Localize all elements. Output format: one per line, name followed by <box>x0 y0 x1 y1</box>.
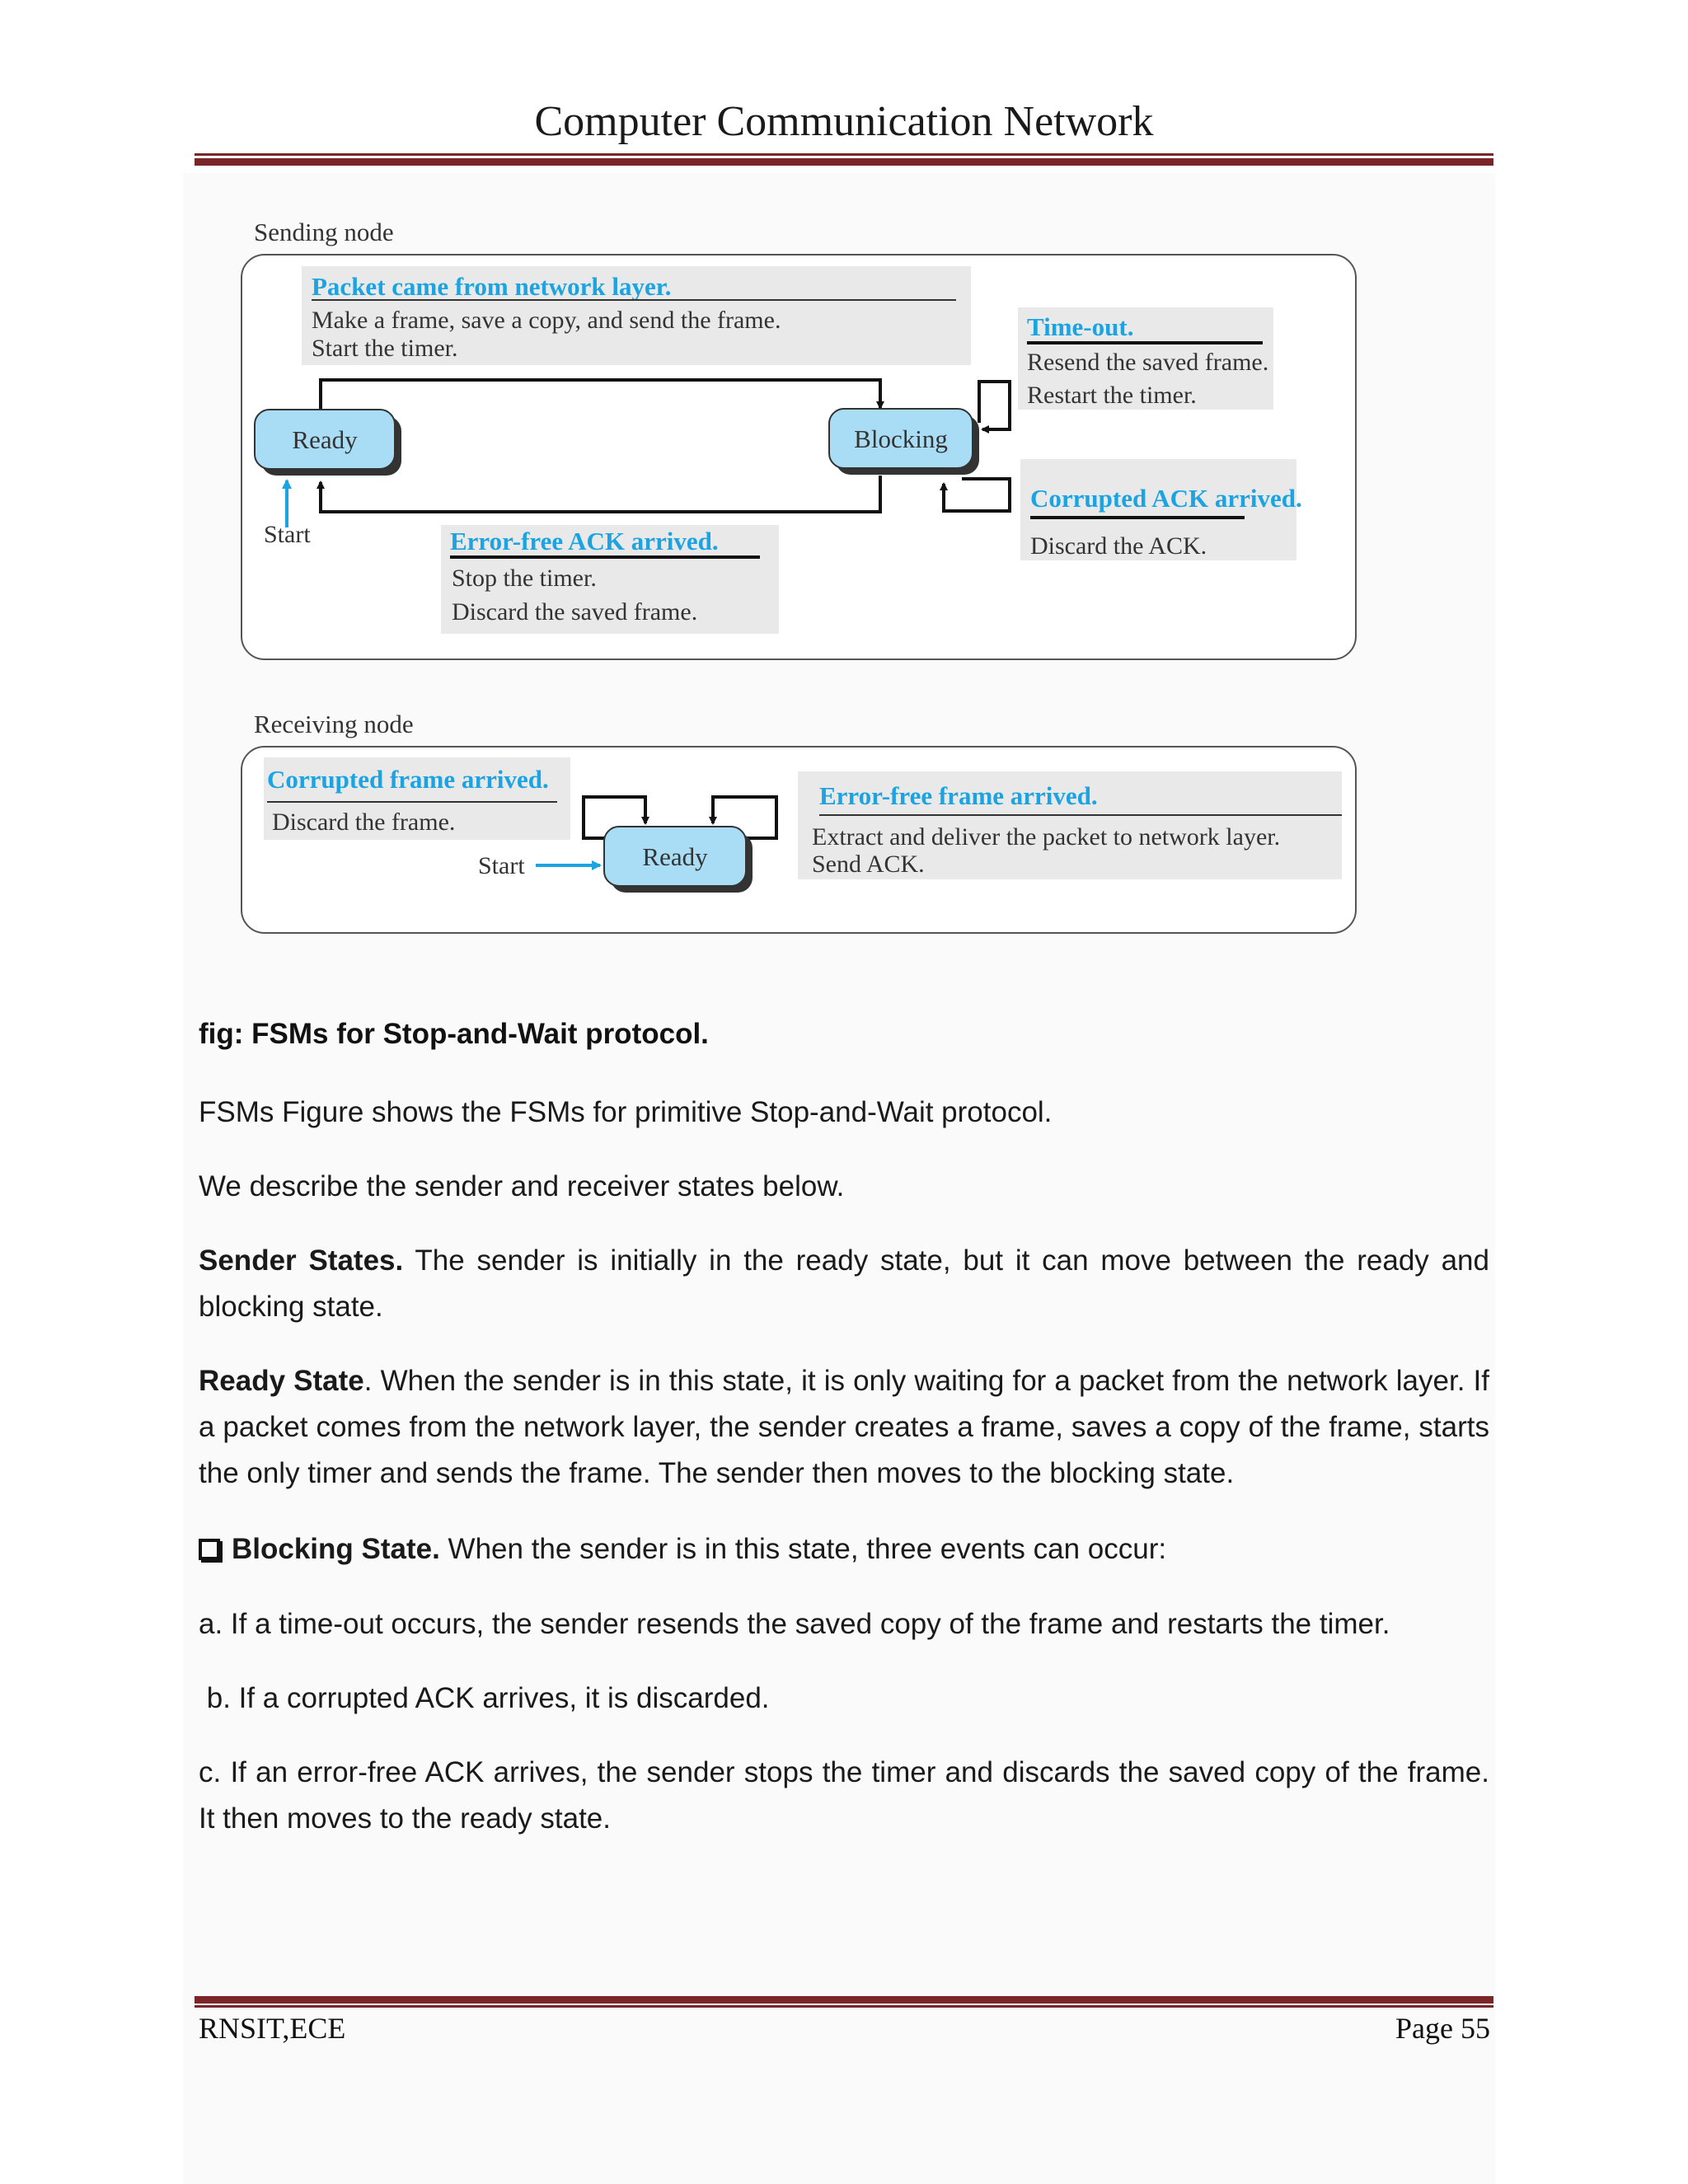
corrupted-ack-event-line1: Discard the ACK. <box>1030 532 1207 560</box>
footer-institution: RNSIT,ECE <box>199 2012 346 2045</box>
errorfree-frame-event-title: Error-free frame arrived. <box>819 781 1098 810</box>
ready-state-heading: Ready State <box>199 1365 364 1397</box>
ready-state-text: . When the sender is in this state, it is only waiting for a packet from the network layer. If a packet comes from the network layer, the sender creates a frame, saves a copy of the frame, starts the only timer and sends the frame. The sender then moves to the blocking state. <box>199 1365 1489 1489</box>
header-rule-thick <box>195 158 1493 166</box>
errorfree-frame-event-line1: Extract and deliver the packet to network layer. <box>812 823 1281 851</box>
paragraph-1: FSMs Figure shows the FSMs for primitive Stop-and-Wait protocol. <box>199 1096 1053 1128</box>
errorfree-ack-event-line1: Stop the timer. <box>452 565 597 592</box>
errorfree-ack-event-line2: Discard the saved frame. <box>452 598 698 626</box>
paragraph-ready-state <box>199 1358 1489 1497</box>
paragraph-blocking-state <box>199 1526 1489 1572</box>
sender-states-text: The sender is initially in the ready state, but it can move between the ready and blocking state. <box>199 1244 1489 1323</box>
fsm-diagram <box>231 210 1385 952</box>
packet-event-title: Packet came from network layer. <box>312 272 672 301</box>
corrupted-frame-event-line1: Discard the frame. <box>272 808 456 836</box>
checkbox-bullet-icon <box>199 1539 220 1560</box>
footer-rule-thick <box>195 1996 1493 2004</box>
footer-page-number: Page 55 <box>1395 2012 1490 2045</box>
paragraph-2: We describe the sender and receiver states below. <box>199 1170 845 1202</box>
blocking-state-label: Blocking <box>854 424 948 453</box>
header-title: Computer Communication Network <box>534 98 1154 145</box>
list-item-a: a. If a time-out occurs, the sender resends the saved copy of the frame and restarts the timer. <box>199 1608 1390 1640</box>
footer-rule-thin <box>195 2005 1493 2008</box>
timeout-event-line1: Resend the saved frame. <box>1027 349 1269 376</box>
packet-event-line2: Start the timer. <box>312 335 458 362</box>
blocking-state-heading: Blocking State. <box>232 1533 440 1565</box>
timeout-event-title: Time-out. <box>1027 312 1134 341</box>
header-rule-thin <box>195 153 1493 156</box>
receiver-ready-state-label: Ready <box>642 842 708 871</box>
ready-state-label: Ready <box>292 425 358 454</box>
blocking-state-text: When the sender is in this state, three events can occur: <box>439 1533 1167 1565</box>
list-item-b: b. If a corrupted ACK arrives, it is discarded. <box>199 1682 770 1714</box>
errorfree-frame-event-line2: Send ACK. <box>812 851 925 878</box>
timeout-event-line2: Restart the timer. <box>1027 382 1197 409</box>
errorfree-ack-event-title: Error-free ACK arrived. <box>450 527 719 555</box>
fsm-figure <box>231 210 1385 952</box>
corrupted-frame-event-title: Corrupted frame arrived. <box>267 765 549 794</box>
receiver-start-label: Start <box>478 852 525 879</box>
list-item-c: c. If an error-free ACK arrives, the sender stops the timer and discards the saved copy of the frame. It then moves to the ready state. <box>199 1756 1489 1835</box>
paragraph-sender-states <box>199 1238 1489 1330</box>
sending-node-label: Sending node <box>254 218 394 246</box>
sender-states-heading: Sender States. <box>199 1244 404 1277</box>
receiving-node-label: Receiving node <box>254 710 414 738</box>
corrupted-ack-event-title: Corrupted ACK arrived. <box>1030 484 1302 513</box>
packet-event-line1: Make a frame, save a copy, and send the frame. <box>312 307 781 334</box>
figure-caption: fig: FSMs for Stop-and-Wait protocol. <box>199 1018 709 1050</box>
sender-start-label: Start <box>264 521 311 548</box>
